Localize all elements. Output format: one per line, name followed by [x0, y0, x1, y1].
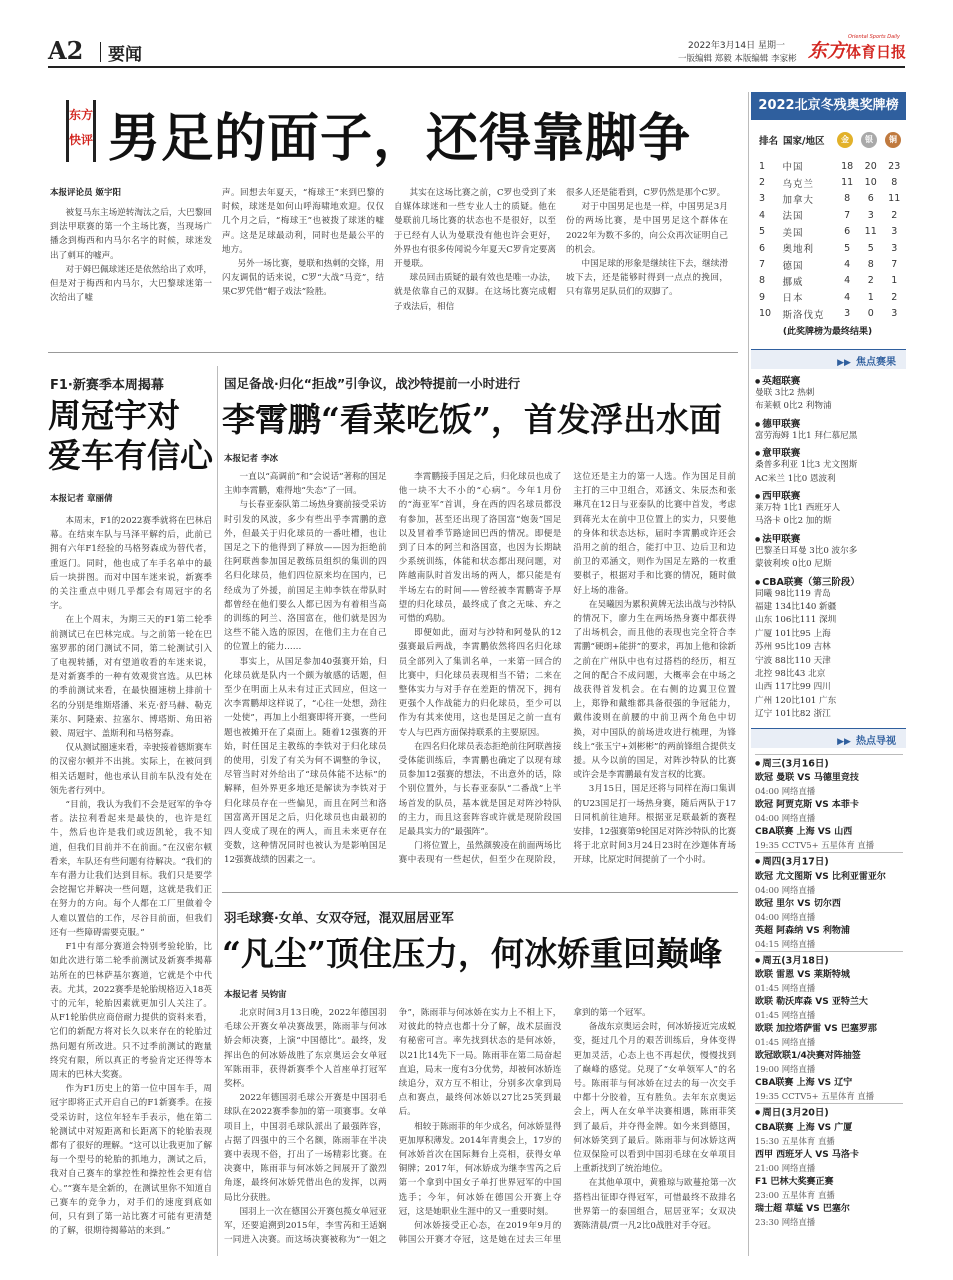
lead-headline: 男足的面子，还得靠脚争 [108, 108, 692, 169]
results-league [755, 416, 906, 430]
brand-east: 东方 [808, 40, 847, 62]
f1-body [50, 514, 212, 1250]
bullet-icon: ● [755, 492, 761, 500]
medal-bronze-count: 3 [891, 308, 898, 320]
football-bottom-rule [222, 892, 738, 893]
schedule-match: CBA联赛 上海 VS 广厦 [755, 1122, 853, 1133]
result-line: 山东 106比111 深圳 [755, 615, 837, 626]
schedule-match: 欧联 加拉塔萨雷 VS 巴塞罗那 [755, 1024, 877, 1035]
lead-paragraph: 对于姆巴佩球迷还是依然给出了欢呼，但是对于梅西和内马尔，大巴黎球迷第一次给出了嘘 [50, 264, 212, 304]
schedule-match: 欧联 雷恩 VS 莱斯特城 [755, 970, 850, 981]
schedule-match: 西甲 西班牙人 VS 马洛卡 [755, 1149, 859, 1160]
f1-paragraph: 仅从测试圈速来看，幸驶接着德斯赛车的汉密尔顿并不出挑。实际上，在被问到相关话题时，他也承认目前车队没有处在领先者行列中。 [50, 743, 212, 796]
schedule-time: 01:45 网络直播 [755, 983, 816, 994]
lead-column-3 [394, 186, 556, 340]
medal-gold-count: 7 [844, 209, 851, 221]
brand-logo [808, 36, 906, 63]
medal-country: 日本 [782, 293, 804, 305]
badminton-kicker: 羽毛球赛·女单、女双夺冠，混双屈居亚军 [224, 910, 454, 925]
schedule-day [755, 1103, 903, 1121]
medal-gold-count: 3 [844, 308, 851, 320]
schedule-match: 欧冠 阿贾克斯 VS 本菲卡 [755, 800, 859, 811]
football-paragraph: 即便如此，面对与沙特和阿曼队的12强赛最后两战，李霄鹏依然将四名归化球员全部列入了集训名单，一来第一回合的比赛中，归化球员表现相当不错；二来在整体实力与对手存在差距的情况下，拥有更强个人作战能力的归化球员，至少可以作为有其来使用，这也是国足之前一直有专人与巴西方面保持联系的主要原因。 [398, 628, 562, 738]
schedule-time: 04:00 网络直播 [755, 911, 816, 922]
result-line: 福建 134比140 新疆 [755, 601, 837, 612]
schedule-day-label: 周日(3月20日) [762, 1107, 829, 1119]
double-arrow-icon: ▶▶ [837, 736, 851, 747]
bullet-icon: ● [755, 858, 761, 866]
medal-silver-count: 10 [864, 177, 877, 189]
medal-bronze-count: 8 [891, 177, 898, 189]
medal-gold-count: 8 [844, 193, 851, 205]
badminton-paragraph: 相较于陈雨菲的年少成名，何冰娇显得更加厚积薄发。2014年青奥会上，17岁的何冰娇首次在国际舞台上亮相，获得女单铜牌；2017年，何冰娇成为继李雪芮之后第一个拿到中国女子单打世界冠军的中国选手；今年，何冰娇在德国公开赛上夺冠，这是她职业生涯中的又一重要时刻。 [398, 1121, 562, 1217]
schedule-time: 01:45 网络直播 [755, 1037, 816, 1048]
medal-row [759, 174, 906, 190]
schedule-day-label: 周四(3月17日) [762, 856, 829, 868]
brand-name: 体育日报 [846, 43, 907, 61]
bronze-medal-icon: 铜 [885, 132, 901, 148]
lead-paragraph: 球员回击质疑的最有效也是唯一办法，就是依靠自己的双脚。在这场比赛完成帽子戏法后，相信 [394, 273, 556, 312]
medal-rank: 8 [759, 275, 766, 287]
medal-gold-count: 18 [841, 160, 854, 172]
medal-row [759, 191, 906, 207]
medal-table-header [759, 132, 906, 148]
football-byline: 本报记者 李冰 [224, 454, 278, 464]
result-line: 宁波 88比110 天津 [755, 655, 831, 666]
medal-rank: 1 [759, 160, 766, 172]
badminton-body [224, 1006, 736, 1252]
schedule-time: 15:30 五星体育 直播 [755, 1135, 835, 1146]
section-name: 要闻 [108, 45, 142, 65]
lead-byline: 本报评论员 姬宇阳 [50, 188, 121, 198]
medal-country: 乌克兰 [782, 178, 815, 190]
league-name: 德甲联赛 [762, 418, 801, 430]
medal-gold-count: 11 [841, 177, 854, 189]
result-line: 广州 120比101 广东 [755, 695, 837, 706]
schedule-time: 19:00 网络直播 [755, 1064, 816, 1075]
medal-country: 斯洛伐克 [782, 309, 825, 321]
badminton-headline: “凡尘”顶住压力，何冰娇重回巅峰 [222, 934, 722, 973]
result-line: 巴黎圣日耳曼 3比0 波尔多 [755, 545, 858, 556]
lead-column-2 [222, 186, 384, 340]
football-paragraph: 一直以“高调前”和“会说话”著称的国足主帅李霄鹏，难得地“失态”了一回。 [224, 472, 387, 497]
schedule-time: 19:35 CCTV5+ 五星体育 直播 [755, 840, 875, 851]
schedule-title: 热点导视 [856, 735, 896, 747]
result-line: 莱万特 1比1 西班牙人 [755, 502, 841, 513]
schedule-match: 欧冠 曼联 VS 马德里竞技 [755, 773, 859, 784]
f1-paragraph: 作为F1历史上的第一位中国车手，周冠宇即将正式开启自己的F1新赛季。在接受采访时，这位年轻车手表示，他在第二轮测试中对短距离和长距离下的轮胎表现都有了很好的理解。“这可以让我更加了解每一个型号的轮胎的抓地力，测试之后，我对自己赛车的掌控性和操控性会更有信心。”“赛车是全新的，在测试里你不知道自己赛车的竞争力，对手们的速度到底如何，只有到了第一站比赛才可能有更清楚的了解，很期待揭幕站的来到。” [50, 1084, 212, 1237]
bullet-icon: ● [755, 759, 761, 767]
lead-paragraph: 声。回想去年夏天，“梅球王”来到巴黎的时候，球迷是如何山呼海啸地欢迎。仅仅几个月之后，“梅球王”也被拨了球迷的嘘声。这是足球最动利，同时也是最公平的地方。 [222, 188, 384, 255]
result-line: 马洛卡 0比2 加的斯 [755, 516, 832, 527]
brand-english: Oriental Sports Daily [848, 34, 900, 40]
results-league [755, 574, 906, 588]
schedule-time: 04:00 网络直播 [755, 884, 816, 895]
lead-paragraph: 被复马东主场逆转淘汰之后，大巴黎回到法甲联赛的第一个主场比赛，当现场广播念到梅西和内马尔名字的时候，球迷发出了刺耳的嘘声。 [50, 208, 212, 261]
result-line: 布莱顿 0比2 利物浦 [755, 401, 832, 412]
medal-gold-count: 4 [844, 275, 851, 287]
schedule-day-label: 周五(3月18日) [762, 955, 829, 967]
badminton-byline: 本报记者 吴钧宙 [224, 990, 287, 1000]
medal-table-body [759, 158, 906, 322]
medal-silver-count: 0 [867, 308, 874, 320]
f1-paragraph: “目前，我认为我们不会是冠军的争夺者。法拉利看起来是最快的，也许是红牛，然后也许是我们或迈凯轮，我不知道，但我们目前并不在前面。”在汉密尔顿看来，车队还有些问题有待解决。“我们的车有潜力让我们达到目标。我们只是要学会挖掘它并解决一些问题，这就是我们正在努力的方向。每个人都在工厂里做着令人难以置信的工作，尽谷目前面，但我们还有一些障碍需要克服。” [50, 800, 212, 938]
league-name: 英超联赛 [762, 375, 801, 387]
lead-paragraph: 另外一场比赛，曼联和热刺的交锋，用闪友调侃的话来说，C罗“大战”马竞”，结果C罗凭借“帽子戏法”险胜。 [222, 259, 384, 298]
medal-rank: 4 [759, 209, 766, 221]
f1-paragraph: F1中有部分赛道会特别考验轮胎，比如此次进行第二轮季前测试及新赛季揭幕站所在的巴林萨基尔赛道，它就是个中代表。尤其，2022赛季是轮胎规格迈入18英寸的元年，轮胎因素就更加引人关注了。从F1轮胎供应商倍耐力提供的资料来看，它们的新配方将对长久以来存在的轮胎过热问题有所改进。只不过季前测试的跑量终究有限，所以真正的考验肯定还得等本周末的巴林大奖赛。 [50, 942, 212, 1080]
result-line: 富劳海姆 1比1 拜仁慕尼黑 [755, 430, 858, 441]
medal-silver-count: 6 [867, 193, 874, 205]
medal-table-title: 2022北京冬残奥奖牌榜 [751, 92, 906, 120]
result-line: 北控 98比43 北京 [755, 669, 826, 679]
medal-row [759, 256, 906, 272]
schedule-day [755, 951, 903, 969]
bullet-icon: ● [755, 535, 761, 543]
football-paragraph: 3月15日，国足还将与同样在海口集训的U23国足打一场热身赛，随后两队于17日同机前往迪拜。根据亚足联最新的赛程安排，12强赛第9轮国足对阵沙特队的比赛将于北京时间3月24日23时在沙迦体育场开球，比原定时间提前了一个小时。 [573, 784, 736, 866]
results-league [755, 531, 906, 545]
bullet-icon: ● [755, 377, 761, 385]
results-league [755, 373, 906, 387]
result-line: 同曦 98比119 青岛 [755, 588, 831, 599]
f1-paragraph: 在上个周末，为期三天的F1第二轮季前测试已在巴林完成。与之前第一轮在巴塞罗那的闭门测试不同，第二轮测试引入了电视转播，对有望道收看的车迷来说，是对新赛季的一种有效观赏宫选。从巴林的季前测试来看，在最快圈速榜上排前十名的分别是维斯塔潘、米克·舒马赫、勒克莱尔、阿隆索、拉塞尔、博塔斯、角田裕毅、周冠宇、盖斯利和马格努森。 [50, 615, 212, 740]
medal-rank: 3 [759, 193, 766, 205]
schedule-time: 01:45 网络直播 [755, 1010, 816, 1021]
lead-paragraph: 中国足球的形象是继续往下去，继续滑坡下去，还是能够时得到一点点的挽回，只有靠男足队员们的双脚了。 [566, 259, 728, 298]
bullet-icon: ● [755, 578, 761, 586]
bullet-icon: ● [755, 1109, 761, 1117]
medal-gold-count: 4 [844, 291, 851, 303]
schedule-time: 21:00 网络直播 [755, 1162, 816, 1173]
silver-medal-icon: 银 [861, 132, 877, 148]
medal-row [759, 289, 906, 305]
medal-country: 奥地利 [782, 244, 815, 256]
result-line: 山西 117比99 四川 [755, 682, 831, 693]
schedule-time: 23:30 网络直播 [755, 1216, 816, 1227]
medal-bronze-count: 3 [891, 226, 898, 238]
schedule-time: 04:15 网络直播 [755, 938, 816, 949]
lead-column-1 [50, 206, 212, 340]
f1-byline: 本报记者 章丽倩 [50, 494, 113, 504]
football-paragraph: 李霄鹏接手国足之后，归化球员也成了他一块不大不小的“心病”。今年1月份的“海亚军”首训，身在西的四名球员都没有参加，甚至还出现了洛国富“炮轰”国足以及冒着季节路途回巴西的情况。即便是到了日本的阿兰和洛国富，也因为长期缺少系统训练，体能和状态都出现问题，对阵越南队时首发出场的两人，都只能是有半场左右的时间——曾经被李霄鹏寄予厚望的归化球员，最终成了食之无味、弃之可惜的鸡肋。 [398, 472, 562, 625]
medal-country: 美国 [782, 227, 804, 239]
double-arrow-icon: ▶▶ [837, 357, 851, 368]
football-paragraph: 在吴曦因为累积黄牌无法出战与沙特队的情况下，廖力生在两场热身赛中都获得了出场机会，而且他的表现也完全符合李霄鹏“硬朗+能拼”的要求，再加上他和徐新之前在广州队中也有过搭档的经历，相互之间的配合不成问题，大概率会在中场之战获得首发机会。在右侧的边翼卫位置上，郑铮和戴维都具备很强的争冠能力，戴伟浚则在前腰的中前卫两个角色中切换，对中国队的前场进攻进行梳理，为锋线上“张玉宁+刘彬彬”的两前锋组合提供支援。从今以前的国足，对阵沙特队的比赛或许会是李霄鹏最有发言权的比赛。 [573, 599, 736, 781]
medal-gold-count: 4 [844, 259, 851, 271]
lead-paragraph: 其实在这场比赛之前，C罗也受到了来自媒体球迷和一些专业人士的质疑。他在曼联前几场比赛的状态也不是很好，以至于已经有人认为曼联没有他也许会更好，外界也有很多传闻说今年夏天C罗肯定要离开曼联。 [394, 188, 556, 270]
medal-bronze-count: 3 [891, 242, 898, 254]
schedule-match: 欧联 勒沃库森 VS 亚特兰大 [755, 997, 868, 1008]
schedule-header [751, 728, 906, 748]
f1-paragraph: 本周末，F1的2022赛季就将在巴林启幕。在结束车队与马泽平解约后，此前已拥有六年F1经验的马格努森成为替代者，重返门。同时，他也成了车手名单中的最后一块拼图。而对中国车迷来说，新赛季的关注重点中则几乎都会有周冠宇的名字。 [50, 516, 212, 612]
medal-country: 中国 [782, 162, 804, 174]
f1-headline [48, 396, 218, 476]
football-paragraph: 在四名归化球员表态拒绝前往阿联酋接受体能训练后，李霄鹏也确定了以现有球员参加12强赛的想法，不出意外的话，除个别位置外，与长春亚泰队“二番战”上半场首发的队员，基本就是国足对阵沙特队的主力，而且这套阵容或许就是现阶段国足最具实力的“最强阵”。 [398, 741, 562, 838]
badminton-paragraph: 国羽上一次在德国公开赛包揽女单冠亚军，还要追溯到2015年，李雪芮和王适娴一同进入决赛。而这场决赛被称为“一姐之争”，陈雨菲与何冰娇在实力上不相上下，对彼此的特点也都十分了解，战术层面没有秘密可言。率先找到状态的是何冰娇，以21比14先下一局。陈雨菲在第二局奋起直追，局末一度有3分优势，却被何冰娇连续追分，双方互不相让，分别多次拿到局点和赛点，最终何冰娇以27比25笑到最后。 [224, 1008, 562, 1246]
football-paragraph: 事实上，从国足参加40强赛开始，归化球员就是队内一个颇为敏感的话题，但至少在明面上从未有过正式回应，但这一次李霄鹏却这样说了，“心往一处想，劲往一处使”，再加上小组赛即将开赛，一些问题也被摊开在了桌面上。随着12强赛的开始，时任国足主教练的李铁对于归化球员的使用，引发了有关为何不调整的争议，尽管当时对外给出了“球员体能不达标”的解释，但外界更多地还是解读为李铁对于归化球员存在一些偏见，而且在阿兰和洛国富离开国足之后，归化球员也由最初的四人变成了现在的两人，而且未来更存在变数，这种情况同时也被认为是影响国足12强赛战绩的因素之一。 [224, 656, 387, 866]
schedule-time: 04:00 网络直播 [755, 813, 816, 824]
football-kicker: 国足备战·归化“拒战”引争议，战沙特提前一小时进行 [224, 376, 521, 391]
medal-table-note: (此奖牌榜为最终结果) [782, 326, 873, 337]
lead-bottom-rule [48, 352, 738, 353]
schedule-match: CBA联赛 上海 VS 山西 [755, 827, 853, 838]
medal-row [759, 207, 906, 223]
medal-country: 德国 [782, 260, 804, 272]
medal-silver-count: 2 [867, 275, 874, 287]
schedule-time: 04:00 网络直播 [755, 786, 816, 797]
medal-silver-count: 3 [867, 209, 874, 221]
lead-paragraph: 很多人还是能看到，C罗仍然是那个C罗。 [566, 188, 726, 198]
schedule-match: 欧冠 里尔 VS 切尔西 [755, 898, 841, 909]
sidebar [748, 92, 906, 1256]
badminton-paragraph: 2022年德国羽毛球公开赛是中国羽毛球队在2022赛季参加的第一项赛事。女单项目上，中国羽毛球队派出了最强阵容，占据了四强中的三个名额，陈雨菲在半决赛中表现不俗，打出了一场精彩比赛。在决赛中，陈雨菲与何冰娇之间展开了激烈角逐，最终何冰娇凭借出色的发挥，以两局比分获胜。 [224, 1093, 387, 1203]
medal-bronze-count: 2 [891, 291, 898, 303]
league-name: 意甲联赛 [762, 448, 801, 460]
schedule-list [755, 754, 903, 1229]
bullet-icon: ● [755, 956, 761, 964]
gold-medal-icon: 金 [837, 132, 853, 148]
result-line: 蒙彼利埃 0比0 尼斯 [755, 559, 832, 570]
result-line: 辽宁 101比82 浙江 [755, 709, 831, 720]
medal-row [759, 158, 906, 174]
schedule-time: 23:00 五星体育 直播 [755, 1189, 835, 1200]
schedule-match: F1 巴林大奖赛正赛 [755, 1176, 834, 1187]
lead-tag [66, 100, 96, 162]
medal-rank: 7 [759, 259, 766, 271]
medal-bronze-count: 23 [888, 160, 901, 172]
header-rule [48, 66, 905, 68]
col-country: 国家/地区 [783, 136, 825, 147]
badminton-paragraph: 备战东京奥运会时，何冰娇接近完成蜕变，挺过几个月的艰苦训练后，身体变得更加灵活，心态上也不再起伏，慢慢找到了巅峰的感觉。兑现了“女单领军人”的名号。陈雨菲与何冰娇在过去的每一次交手中都十分胶着，互有胜负。去年东京奥运会上，两人在女单半决赛相遇，陈雨菲笑到了最后，并夺得金牌。如今来到德国，何冰娇笑到了最后。陈雨菲与何冰娇这两位双保险可以看到中国羽毛球在女单项目上重新找到了统治地位。 [573, 1022, 736, 1175]
medal-gold-count: 5 [844, 242, 851, 254]
results-league [755, 445, 906, 459]
f1-headline-line-2: 爱车有信心 [48, 436, 213, 475]
result-line: 桑普多利亚 1比3 尤文图斯 [755, 460, 858, 471]
col-rank: 排名 [759, 136, 779, 147]
schedule-match: 瑞士超 草蜢 VS 巴塞尔 [755, 1203, 850, 1214]
f1-column-rule [217, 366, 218, 1256]
medal-bronze-count: 2 [891, 209, 898, 221]
bullet-icon: ● [755, 420, 761, 428]
focus-results-list [755, 373, 906, 722]
page-code: A2 [48, 36, 84, 65]
medal-row [759, 224, 906, 240]
f1-kicker: F1·新赛季本周揭幕 [50, 378, 164, 393]
medal-rank: 2 [759, 177, 766, 189]
badminton-paragraph: 在其他单项中，黄雅琼与欧蔓抢第一次搭档出征即夺得冠军，可惜最终不敌排名世界第一的泰国组合，屈居亚军；女双决赛陈清晨/贾一凡2比0战胜对手夺冠。 [573, 1178, 736, 1232]
lead-tag-line-1: 东方 [69, 108, 94, 122]
league-name: 法甲联赛 [762, 533, 801, 545]
badminton-paragraph: 北京时间3月13日晚，2022年德国羽毛球公开赛女单决赛战罢，陈雨菲与何冰娇会师决赛，上演“中国德比”。最终，发挥出色的何冰娇战胜了东京奥运会女单冠军陈雨菲，获得新赛季个人首座单打冠军奖杯。 [224, 1008, 387, 1090]
result-line: 苏州 95比109 吉林 [755, 642, 831, 653]
football-paragraph: 门将位置上，虽然颜骏凌在前面两场比赛中表现有一些起伏，但至少在现阶段，这位还是主力的第一人选。作为国足目前主打的三中卫组合，邓涵文、朱辰杰和张琳芃在12日与亚泰队的比赛中首发，考虑到蒋光太在前中卫位置上的实力，只要他的身体和状态达标，届时李霄鹏或许还会沿用之前的组合，能打中卫、边后卫和边前卫的邓涵文，则作为国足左路的一枚重要棋子，根据对手和比赛的情况，随时做好上场的准备。 [398, 472, 736, 866]
f1-headline-line-1: 周冠宇对 [48, 396, 180, 435]
medal-silver-count: 5 [867, 242, 874, 254]
medal-silver-count: 8 [867, 259, 874, 271]
result-line: 广厦 101比95 上海 [755, 628, 831, 639]
medal-country: 法国 [782, 211, 804, 223]
schedule-time: 19:35 CCTV5+ 五星体育 直播 [755, 1091, 875, 1102]
schedule-match: 英超 阿森纳 VS 利物浦 [755, 925, 850, 936]
medal-bronze-count: 7 [891, 259, 898, 271]
schedule-day [755, 754, 903, 772]
medal-row [759, 273, 906, 289]
schedule-day-label: 周三(3月16日) [762, 758, 829, 770]
bullet-icon: ● [755, 450, 761, 458]
medal-silver-count: 20 [864, 160, 877, 172]
football-headline: 李霄鹏“看菜吃饭”，首发浮出水面 [222, 400, 722, 439]
schedule-day [755, 852, 903, 870]
league-name: CBA联赛（第三阶段） [762, 576, 860, 588]
result-line: AC米兰 1比0 恩波利 [755, 473, 836, 484]
medal-rank: 10 [759, 308, 772, 320]
medal-bronze-count: 1 [891, 275, 898, 287]
header-date: 2022年3月14日 星期一 [688, 41, 785, 51]
football-paragraph: 与长春亚泰队第二场热身赛前接受采访时引发的风波，多少有些出乎李霄鹏的意外，但最关于归化球员的一番吐槽，也让国足之下的他得到了释放——因为拒绝前往阿联酋参加国足教练员组织的集训的四名归化球员，他们四位原来均在国内，已经成为了外援，前国足主帅李铁在带队时都曾经在他们要么人都已因为有着相当高的训练的阿兰、洛国富在，他们就是因为这些不能入选的原因，在他们主力在自己的位置上的能力…… [224, 500, 387, 653]
badminton-paragraph: 何冰娇接受正心态，在2019年9月的韩国公开赛才夺冠，这是她在过去三年里拿到的第一个冠军。 [398, 1008, 651, 1246]
focus-results-title: 焦点赛果 [856, 356, 896, 368]
league-name: 西甲联赛 [762, 490, 801, 502]
focus-results-header [751, 349, 906, 369]
results-league [755, 488, 906, 502]
page-header [48, 36, 905, 66]
medal-silver-count: 11 [864, 226, 877, 238]
section-divider [100, 42, 101, 62]
schedule-match: 欧冠 尤文图斯 VS 比利亚雷亚尔 [755, 871, 886, 882]
football-body [224, 470, 736, 880]
schedule-match: 欧冠欧联1/4决赛对阵抽签 [755, 1051, 861, 1062]
medal-bronze-count: 11 [888, 193, 901, 205]
medal-rank: 6 [759, 242, 766, 254]
header-editors: 一版编辑 郑毅 本版编辑 李家彬 [678, 54, 797, 64]
medal-gold-count: 6 [844, 226, 851, 238]
medal-rank: 9 [759, 291, 766, 303]
medal-country: 挪威 [782, 276, 804, 288]
lead-paragraph: 对于中国男足也是一样，中国男足3月份的两场比赛，是中国男足这个群体在2022年为数不多的，向公众再次证明自己的机会。 [566, 202, 728, 255]
result-line: 曼联 3比2 热刺 [755, 387, 815, 398]
lead-tag-line-2: 快评 [69, 133, 94, 147]
medal-country: 加拿大 [782, 194, 815, 206]
medal-row [759, 240, 906, 256]
medal-rank: 5 [759, 226, 766, 238]
schedule-match: CBA联赛 上海 VS 辽宁 [755, 1078, 853, 1089]
medal-silver-count: 1 [867, 291, 874, 303]
medal-row [759, 306, 906, 322]
lead-column-4 [566, 186, 728, 340]
